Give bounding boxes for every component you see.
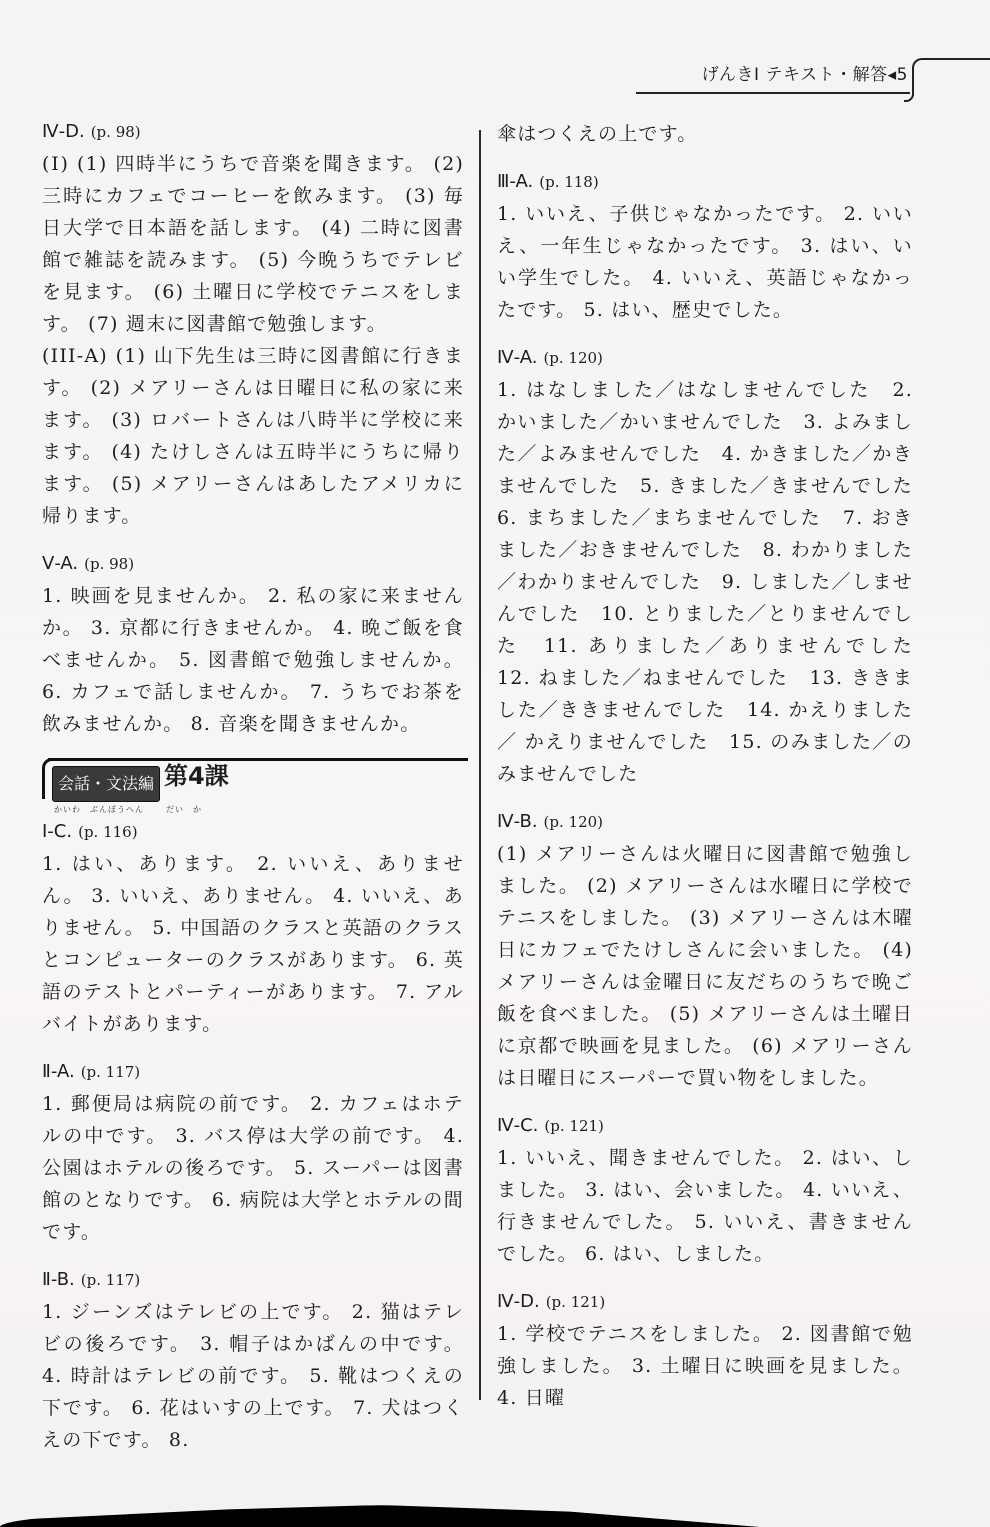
section-heading [42,1058,464,1086]
right-column [497,118,934,1432]
answer-text: 1. 映画を見ませんか。 2. 私の家に来ませんか。 3. 京都に行きませんか。 4. 晩ご飯を食べませんか。 5. 図書館で勉強しませんか。 6. カフェで話しませんか。 7. うちでお茶を飲みませんか。 8. 音楽を聞きませんか。 [42,585,464,735]
answer-text: (1) メアリーさんは火曜日に図書館で勉強しました。 (2) メアリーさんは水曜日に学校でテニスをしました。 (3) メアリーさんは木曜日にカフェでたけしさんに会いました。 (4) メアリーさんは金曜日に友だちのうちで晩ご飯を食べました。 (5) メアリーさんは土曜日に京都で映画を見ました。 (6) メアリーさんは日曜日にスーパーで買い物をしました。 [497,843,913,1089]
column-divider [479,130,481,1400]
section-iv-d-p98 [42,118,464,532]
section-iv-b-p120 [497,808,913,1094]
section-iii-a-p118 [497,168,913,326]
answer-text: 1. 学校でテニスをしました。 2. 図書館で勉強しました。 3. 土曜日に映画を見ました。 4. 日曜 [497,1323,913,1409]
answer-text: 1. いいえ、聞きませんでした。 2. はい、しました。 3. はい、会いました。 4. いいえ、行きませんでした。 5. いいえ、書きませんでした。 6. はい、しました。 [497,1147,913,1265]
section-label: Ⅲ-A. [497,171,534,192]
section-label: Ⅳ-D. [42,121,85,142]
section-heading [497,1112,913,1140]
running-title [702,60,908,85]
answer-text: 1. いいえ、子供じゃなかったです。 2. いいえ、一年生じゃなかったです。 3. はい、いい学生でした。 4. いいえ、英語じゃなかったです。 5. はい、歴史でした。 [497,203,913,321]
section-heading [42,118,464,146]
section-i-c-p116 [42,818,464,1040]
left-column [42,118,464,1474]
section-heading [497,168,913,196]
section-label: Ⅳ-D. [497,1291,540,1312]
section-heading [42,550,464,578]
section-label: Ⅱ-A. [42,1061,75,1082]
lesson-title-reading: だい か [166,805,202,814]
page-reference: (p. 98) [84,555,135,573]
page-reference: (p. 121) [545,1293,606,1311]
page-marker: ◂5 [887,65,908,85]
answer-text: 1. 郵便局は病院の前です。 2. カフェはホテルの中です。 3. バス停は大学の前です。 4. 公園はホテルの後ろです。 5. スーパーは図書館のとなりです。 6. 病院は大学とホテルの間です。 [42,1093,464,1243]
banner-rule [48,758,468,761]
continuation-text [497,118,913,150]
answer-text: 1. はい、あります。 2. いいえ、ありません。 3. いいえ、ありません。 4. いいえ、ありません。 5. 中国語のクラスと英語のクラスとコンピューターのクラスがあります。 6. 英語のテストとパーティーがあります。 7. アルバイトがあります。 [42,853,464,1035]
book-title: げんきⅠ テキスト・解答 [701,65,888,85]
page-reference: (p. 118) [539,173,599,191]
answer-text: 傘はつくえの上です。 [497,123,698,145]
page-reference: (p. 120) [543,349,603,367]
page-reference: (p. 121) [544,1117,604,1135]
section-heading [42,1266,464,1294]
section-label: Ⅳ-C. [497,1115,539,1136]
answer-text: (Ⅰ) (1) 四時半にうちで音楽を聞きます。 (2) 三時にカフェでコーヒーを飲みます。 (3) 毎日大学で日本語を話します。 (4) 二時に図書館で雑誌を読みます。 (5) 今晩うちでテレビを見ます。 (6) 土曜日に学校でテニスをします。 (7) 週末に図書館で勉強します。 [42,153,464,335]
page-reference: (p. 117) [80,1063,141,1081]
section-heading [497,344,913,372]
header-rule [636,92,910,94]
answer-text-iii-a: (III-A) (1) 山下先生は三時に図書館に行きます。 (2) メアリーさんは日曜日に私の家に来ます。 (3) ロバートさんは八時半に学校に来ます。 (4) たけしさんは五時半にうちに帰ります。 (5) メアリーさんはあしたアメリカに帰ります。 [42,345,464,527]
page-reference: (p. 116) [78,823,138,841]
section-label: Ⅱ-B. [42,1269,75,1290]
answer-text: 1. ジーンズはテレビの上です。 2. 猫はテレビの後ろです。 3. 帽子はかばんの中です。 4. 時計はテレビの前です。 5. 靴はつくえの下です。 6. 花はいすの上です。 7. 犬はつくえの下です。 8. [42,1301,464,1451]
header-tab-decoration [912,58,990,96]
section-iv-a-p120 [497,344,934,790]
section-label: Ⅰ-C. [42,821,73,842]
page-reference: (p. 117) [80,1271,141,1289]
page-reference: (p. 120) [543,813,604,831]
part-label-reading: かいわ ぶんぽうへん [54,805,144,814]
lesson-title: 第4課 [164,762,229,790]
section-label: Ⅳ-A. [497,347,538,368]
section-label: Ⅴ-A. [42,553,79,574]
section-heading [497,1288,913,1316]
section-iv-d-p121 [497,1288,913,1414]
page-curl-shadow [0,1505,760,1527]
section-heading [497,808,913,836]
section-ii-a-p117 [42,1058,464,1248]
section-iv-c-p121 [497,1112,913,1270]
lesson-banner [42,758,464,814]
part-label: 会話・文法編 [52,766,160,802]
section-label: Ⅳ-B. [497,811,538,832]
answer-text: 1. はなしました／はなしませんでした 2. かいました／かいませんでした 3. よみました／よみませんでした 4. かきました／かきませんでした 5. きました／きませんでした 6. まちました／まちませんでした 7. おきました／おきませんでした 8. わかりました／わかりませんでした 9. しました／しませんでした 10. とりました／とりませんでした 11. ありました／ありませんでした 12. ねました／ねませんでした 13. ききました／ききませんでした 14. かえりました／ かえりませんでした 15. のみました／のみませんでした [497,379,934,785]
section-ii-b-p117 [42,1266,464,1456]
running-header [636,58,990,98]
section-v-a-p98 [42,550,464,740]
page-reference: (p. 98) [90,123,141,141]
